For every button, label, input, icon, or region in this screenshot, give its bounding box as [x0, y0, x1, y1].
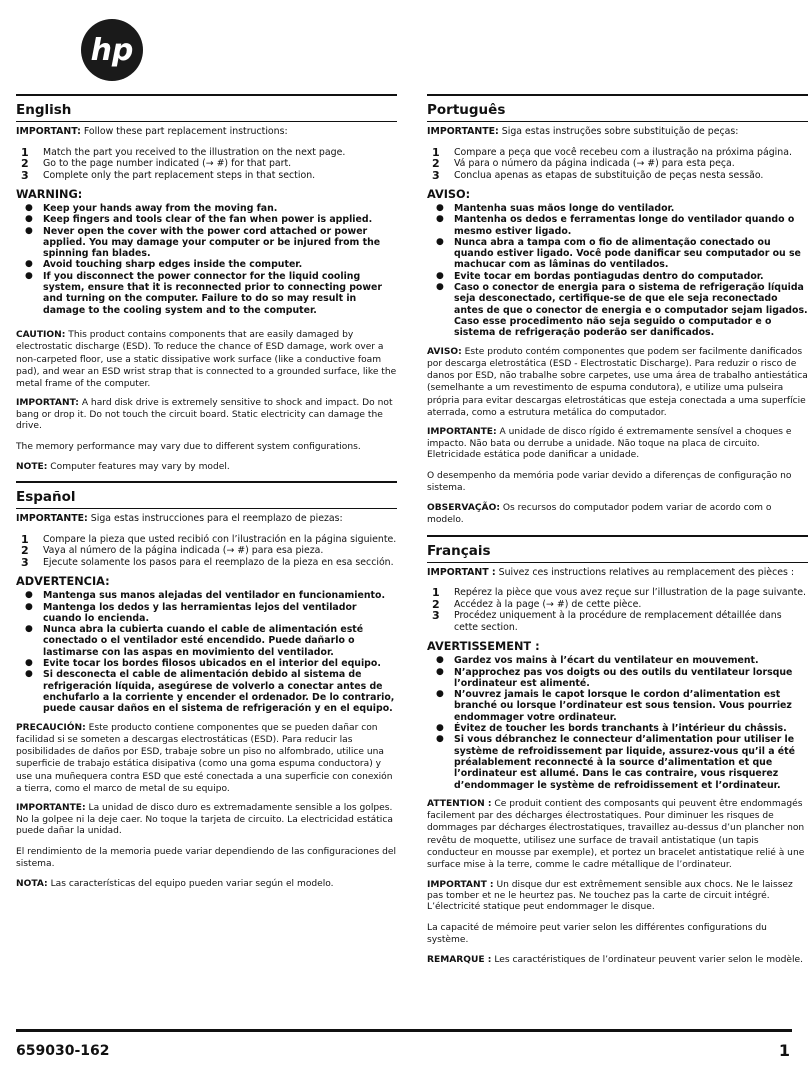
page-number: 1 — [778, 1041, 790, 1060]
warning-list — [427, 655, 808, 791]
step-item: 2 Vaya al número de la página indicada (→ #) para esa pieza. — [21, 544, 324, 558]
document-number: 659030-162 — [16, 1043, 110, 1059]
step-item: 1 Repérez la pièce que vous avez reçue sur l’illustration de la page suivante. — [432, 586, 807, 600]
warning-item: ● Évitez de toucher les bords tranchants à l’intérieur du châssis. — [436, 723, 787, 735]
important-intro: IMPORTANT: Follow these part replacement instructions: — [16, 126, 288, 137]
warning-item: ● Evite tocar los bordes filosos ubicados en el interior del equipo. — [25, 658, 381, 670]
step-item: 3 Ejecute solamente los pasos para el reemplazo de la pieza en esa sección. — [21, 555, 394, 569]
warning-title: WARNING: — [16, 188, 83, 201]
step-item: 1 Compare la pieza que usted recibió con l’ilustración en la página siguiente. — [21, 532, 397, 546]
right-column — [427, 94, 808, 975]
steps-list — [16, 147, 397, 182]
warning-item: ● N’approchez pas vos doigts ou des outils du ventilateur lorsque l’ordinateur est alimenté. — [436, 666, 793, 689]
caution-paragraph: CAUTION: This product contains components that are easily damaged by electrostatic discharge (ESD). To reduce the chance of ESD damage, work over a non-carpeted floor, use a static dissipative work surface (like a conductive foam pad), and wear an ESD wrist strap that is connected to a grounded surface, like the metal frame of the computer. — [16, 329, 397, 390]
caution-paragraph: ATTENTION : Ce produit contient des composants qui peuvent être endommagés facilement par des décharges électrostatiques. Pour diminuer les risques de dommages par décharges électrostatiques, travaillez au-dessus d’un plancher non revêtu de moquette, utilisez une surface de travail antistatique (un tapis conducteur en mousse par exemple), et portez un bracelet antistatique relié à une surface mise à la terre, comme le cadre métallique de l’ordinateur. — [427, 798, 805, 871]
warning-item: ● Nunca abra a tampa com o fio de alimentação conectado ou quando estiver ligado. Você pode danificar seu computador ou se machucar com as lâminas do ventilados. — [436, 236, 801, 271]
steps-list — [16, 534, 397, 569]
step-item: 2 Vá para o número da página indicada (→ #) para esta peça. — [432, 157, 735, 170]
section-title: Español — [16, 481, 397, 509]
warning-item: ● Mantenha os dedos e ferramentas longe do ventilador quando o mesmo estiver ligado. — [436, 214, 795, 237]
step-item: 3 Complete only the part replacement steps in that section. — [21, 168, 316, 182]
step-item: 1 Compare a peça que você recebeu com a ilustração na próxima página. — [432, 145, 792, 159]
warning-item: ● Evite tocar em bordas pontiagudas dentro do computador. — [436, 270, 764, 282]
warning-item: ● Si desconecta el cable de alimentación debido al sistema de refrigeración líquida, asegúrese de volverlo a conectar antes de enchufarlo a la corriente y encender el ordenador. De lo contrario, puede causar daños en el sistema de refrigeración y en el equipo. — [25, 669, 395, 715]
warning-item: ● N’ouvrez jamais le capot lorsque le cordon d’alimentation est branché ou lorsque l’ordinateur est sous tension. Vous pourriez endommager votre ordinateur. — [436, 689, 792, 723]
warning-title: ADVERTENCIA: — [16, 575, 110, 589]
warning-item: ● Avoid touching sharp edges inside the computer. — [25, 259, 303, 271]
note-paragraph: NOTE: Computer features may vary by model. — [16, 461, 230, 472]
note-paragraph: REMARQUE : Les caractéristiques de l’ordinateur peuvent varier selon le modèle. — [427, 955, 804, 966]
warning-list — [16, 590, 397, 714]
warning-item: ● Si vous débranchez le connecteur d’alimentation pour utiliser le système de refroidissement par liquide, assurez-vous qu’il a été préalablement reconnecté à la source d’alimentation et que l’ordinateur est allumé. Dans le cas contraire, vous risquerez d’endommager le système de refroidissement et l’ordinateur. — [436, 734, 795, 791]
step-item: 2 Go to the page number indicated (→ #) for that part. — [21, 157, 292, 170]
important-intro: IMPORTANTE: Siga estas instrucciones para el reemplazo de piezas: — [16, 513, 343, 525]
warning-list — [16, 203, 397, 316]
warning-title: AVERTISSEMENT : — [427, 640, 540, 654]
note-paragraph: NOTA: Las características del equipo pueden variar según el modelo. — [16, 879, 334, 890]
step-item: 2 Accédez à la page (→ #) de cette pièce. — [432, 597, 642, 611]
steps-list — [427, 587, 808, 633]
note-paragraph: OBSERVAÇÃO: Os recursos do computador podem variar de acordo com o modelo. — [427, 503, 772, 526]
warning-item: ● Never open the cover with the power cord attached or power applied. You may damage your computer or be injured from the spinning fan blades. — [25, 225, 381, 260]
section-francais — [427, 535, 808, 967]
section-title: English — [16, 94, 397, 122]
important-paragraph: IMPORTANTE: A unidade de disco rígido é extremamente sensível a choques e impacto. Não bata ou derrube a unidade. Não toque na placa de circuito. Eletricidade estática pode danificar a unidade. — [427, 427, 792, 461]
step-item: 3 Conclua apenas as etapas de substituição de peças nesta sessão. — [432, 168, 764, 182]
memory-paragraph: La capacité de mémoire peut varier selon les différentes configurations du système. — [427, 922, 767, 946]
step-item: 1 Match the part you received to the illustration on the next page. — [21, 145, 346, 159]
warning-title: AVISO: — [427, 188, 471, 201]
warning-item: ● Mantenga sus manos alejadas del ventilador en funcionamiento. — [25, 590, 386, 602]
important-intro: IMPORTANT : Suivez ces instructions relatives au remplacement des pièces : — [427, 566, 795, 578]
footer-rule — [16, 1029, 792, 1032]
warning-item: ● If you disconnect the power connector for the liquid cooling system, ensure that it is reconnected prior to connecting power and turning on the computer. Failure to do so may result in damage to the cooling system and to the computer. — [25, 270, 383, 316]
important-paragraph: IMPORTANT: A hard disk drive is extremely sensitive to shock and impact. Do not bang or drop it. Do not touch the circuit board. Static electricity can damage the drive. — [16, 398, 393, 432]
warning-item: ● Mantenha suas mãos longe do ventilador. — [436, 203, 675, 214]
warning-item: ● Gardez vos mains à l’écart du ventilateur en mouvement. — [436, 655, 759, 667]
warning-item: ● Keep your hands away from the moving fan. — [25, 203, 278, 214]
important-paragraph: IMPORTANT : Un disque dur est extrêmement sensible aux chocs. Ne le laissez pas tomber et ne le heurtez pas. Ne touchez pas la carte de circuit intégré. L’électricité statique peut endommager le disque. — [427, 879, 793, 913]
section-portugues — [427, 94, 808, 527]
warning-item: ● Mantenga los dedos y las herramientas lejos del ventilador cuando lo encienda. — [25, 601, 357, 624]
memory-paragraph: O desempenho da memória pode variar devido a diferenças de configuração no sistema. — [427, 470, 792, 493]
hp-logo — [81, 19, 143, 81]
caution-paragraph: PRECAUCIÓN: Este producto contiene componentes que se pueden dañar con facilidad si se someten a descargas electrostáticas (ESD). Para reducir las posibilidades de daños por ESD, trabaje sobre un piso no alfombrado, utilice una superficie de trabajo estática disipativa (como una goma espuma conductora) y use una muñequera contra ESD que esté conectada a una superficie con conexión a tierra, como el marco de metal de su equipo. — [16, 722, 393, 795]
caution-paragraph: AVISO: Este produto contém componentes que podem ser facilmente danificados por descarga eletrostática (ESD - Electrostatic Discharge). Para reduzir o risco de danos por ESD, não trabalhe sobre carpetes, use uma área de trabalho antiestática (semelhante a um revestimento de espuma condutora), e utilize uma pulseira própria para evitar descargas eletrostáticas que esteja conectada a uma superfície aterrada, como a estrutura metálica do computador. — [427, 346, 808, 419]
memory-paragraph: The memory performance may vary due to different system configurations. — [16, 441, 361, 452]
warning-list — [427, 203, 808, 339]
section-espanol — [16, 481, 397, 890]
warning-item: ● Keep fingers and tools clear of the fan when power is applied. — [25, 214, 373, 226]
memory-paragraph: El rendimiento de la memoria puede variar dependiendo de las configuraciones del sistema. — [16, 846, 397, 869]
important-paragraph: IMPORTANTE: La unidad de disco duro es extremadamente sensible a los golpes. No la golpee ni la deje caer. No toque la tarjeta de circuito. La electricidad estática puede dañar la unidad. — [16, 803, 393, 837]
warning-item: ● Caso o conector de energia para o sistema de refrigeração líquida seja desconectado, certifique-se de que ele seja reconectado antes de que o conector de energia e o computador sejam ligados. Caso esse procedimento não seja seguido o computador e o sistema de refrigeração poderão ser danificados. — [436, 282, 808, 339]
steps-list — [427, 147, 808, 182]
step-item: 3 Procédez uniquement à la procédure de remplacement détaillée dans cette section. — [432, 609, 782, 633]
warning-item: ● Nunca abra la cubierta cuando el cable de alimentación esté conectado o el ventilador esté encendido. Puede dañarlo o lastimarse con las aspas en movimiento del ventilador. — [25, 624, 364, 658]
hp-logo-icon — [81, 19, 143, 81]
hp-logo-text: hp — [90, 33, 134, 68]
section-english — [16, 94, 397, 473]
section-title: Français — [427, 535, 808, 563]
section-title: Português — [427, 94, 808, 122]
important-intro: IMPORTANTE: Siga estas instruções sobre substituição de peças: — [427, 126, 739, 137]
left-column — [16, 94, 397, 898]
